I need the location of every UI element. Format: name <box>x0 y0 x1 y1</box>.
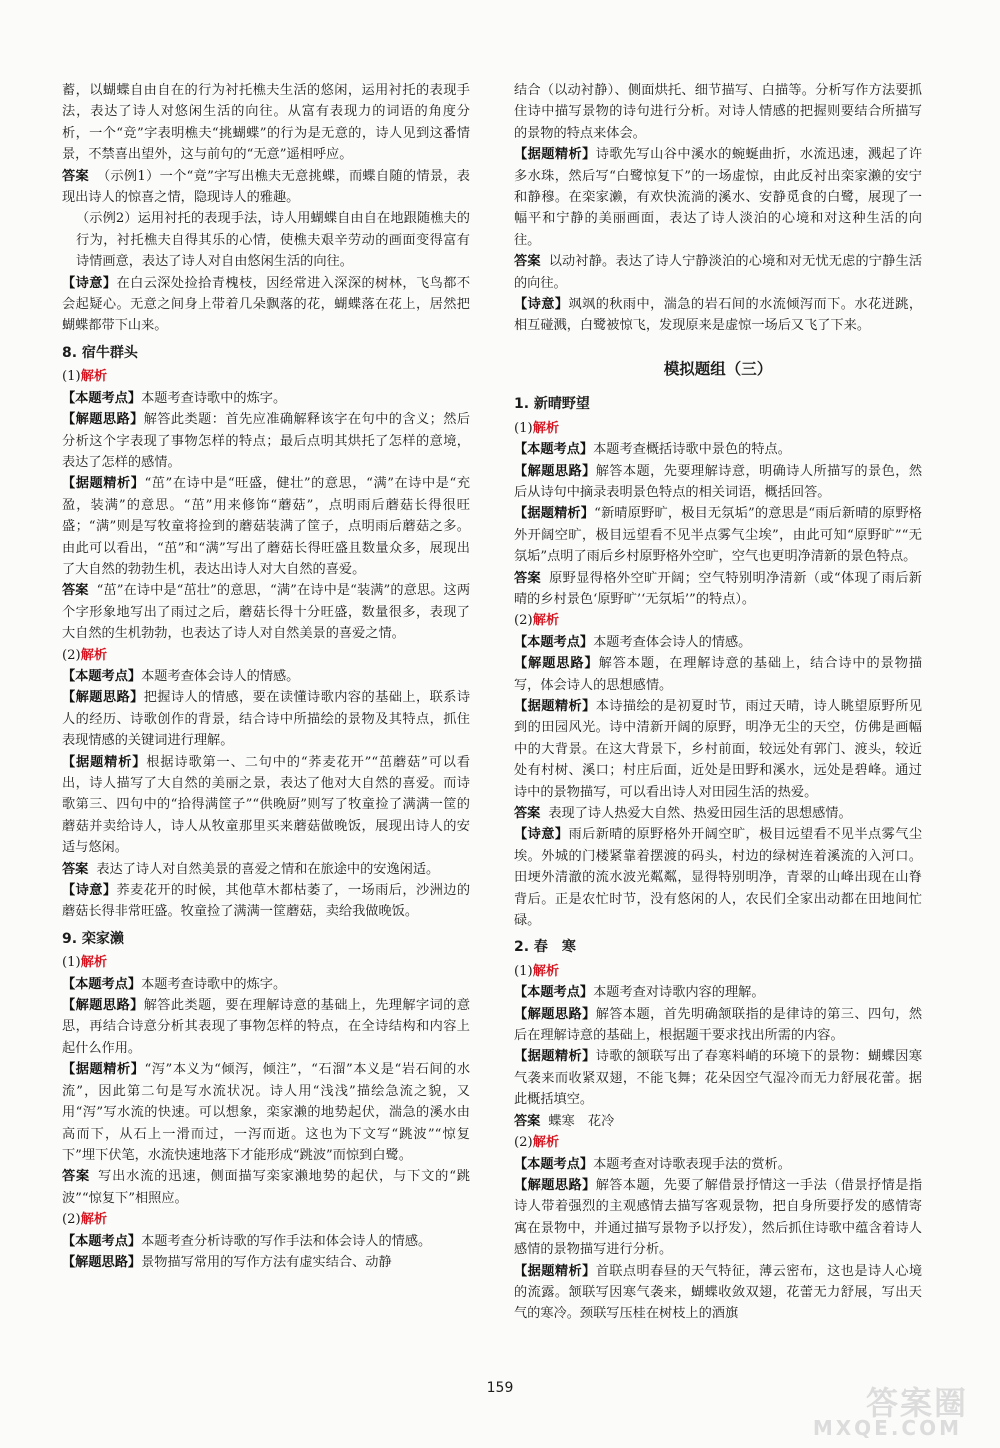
jingxi-label: 【据题精析】 <box>62 476 145 492</box>
shiyi-text: 荞麦花开的时候，其他草木都枯萎了，一场雨后，沙洲边的蘑菇长得非常旺盛。牧童捡了满满一筐蘑菇，卖给我做晚饭。 <box>62 883 471 920</box>
question-number: (1) <box>514 420 533 436</box>
question-number: (1) <box>514 963 533 979</box>
silu-label: 【解题思路】 <box>62 690 144 706</box>
jingxi-block <box>514 696 922 803</box>
jiexi-heading <box>514 418 922 439</box>
kaodian-label: 【本题考点】 <box>62 390 142 406</box>
answer-text: 写出水流的迅速，侧面描写栾家濑地势的起伏，与下文的“跳波”“惊复下”相照应。 <box>62 1169 470 1206</box>
jingxi-label: 【据题精析】 <box>514 698 596 714</box>
silu-text: 景物描写常用的写作方法有虚实结合、动静 <box>141 1254 392 1270</box>
paragraph: （示例2）运用衬托的表现手法，诗人用蝴蝶自由自在地跟随樵夫的行为，衬托樵夫自得其乐的心情，使樵夫艰辛劳动的画面变得富有诗情画意，表达了诗人对自由悠闲生活的向往。 <box>76 211 470 270</box>
answer-text: 原野显得格外空旷开阔；空气特别明净清新（或“体现了雨后新晴的乡村景色‘原野旷’‘无氛垢’”的特点）。 <box>514 570 922 607</box>
silu-label: 【解题思路】 <box>514 1177 596 1193</box>
question-number: (2) <box>514 1135 533 1151</box>
kaodian-label: 【本题考点】 <box>514 1156 594 1172</box>
silu-block <box>514 1175 922 1261</box>
kaodian-text: 本题考查体会诗人的情感。 <box>593 634 752 650</box>
kaodian-label: 【本题考点】 <box>62 976 142 992</box>
silu-text: 解答本题，在理解诗意的基础上，结合诗中的景物描写，体会诗人的思想感情。 <box>514 656 923 693</box>
kaodian-text: 本题考查对诗歌表现手法的赏析。 <box>593 1156 791 1172</box>
shiyi-text: 在白云深处捡拾青槐枝，因经常进入深深的树林，飞鸟都不会起疑心。无意之间身上带着几朵飘落的花，蝴蝶落在花上，居然把蝴蝶都带下山来。 <box>62 275 471 334</box>
answer-label: 答案 <box>514 570 542 586</box>
paragraph: 结合（以动衬静）、侧面烘托、细节描写、白描等。分析写作方法要抓住诗中描写景物的诗句进行分析。对诗人情感的把握则要结合所描写的景物的特点来体会。 <box>514 83 922 141</box>
kaodian-block <box>62 974 470 995</box>
jingxi-block <box>62 752 470 859</box>
watermark-logo: 答案圈 <box>865 1384 968 1422</box>
jingxi-label: 【据题精析】 <box>62 1062 145 1078</box>
shiyi-block <box>514 294 922 337</box>
silu-text: 解答此类题，要在理解诗意的基础上，先理解字词的意思，再结合诗意分析其表现了事物怎样的特点，在全诗结构和内容上起什么作用。 <box>62 998 471 1056</box>
answer-text: 蝶寒 花冷 <box>548 1113 615 1129</box>
silu-text: 解答此类题：首先应准确解释该字在句中的含义；然后分析这个字表现了事物怎样的特点；最后点明其烘托了怎样的意境，表达了怎样的感情。 <box>62 412 471 470</box>
jingxi-label: 【据题精析】 <box>514 506 595 522</box>
answer-text: 以动衬静。表达了诗人宁静淡泊的心境和对无忧无虑的宁静生活的向往。 <box>514 254 923 291</box>
answer-block <box>62 580 470 644</box>
answer-text: “茁”在诗中是“茁壮”的意思，“满”在诗中是“装满”的意思。这两个字形象地写出了雨过之后，蘑菇长得十分旺盛，数量很多，表现了大自然的生机勃勃，也表达了诗人对自然美景的喜爱之情。 <box>62 583 471 642</box>
question-number: (1) <box>62 369 81 385</box>
jingxi-text: 诗歌先写山谷中溪水的蜿蜒曲折，水流迅速，溅起了许多水珠，然后写“白鹭惊复下”的一场虚惊，由此反衬出栾家濑的安宁和静穆。在栾家濑，有欢快流淌的溪水、安静觅食的白鹭，展现了一幅平和宁静的美丽画面，表达了诗人淡泊的心境和对这种生活的向往。 <box>514 147 923 248</box>
answer-label: 答案 <box>62 168 89 184</box>
silu-block <box>62 1252 470 1273</box>
kaodian-block <box>514 1154 922 1175</box>
kaodian-block <box>62 666 470 687</box>
jiexi-label: 解析 <box>80 955 108 971</box>
jingxi-block <box>62 473 470 580</box>
jingxi-text: 根据诗歌第一、二句中的“荞麦花开”“茁蘑菇”可以看出，诗人描写了大自然的美丽之景，表达了他对大自然的喜爱。而诗歌第三、四句中的“拾得满筐子”“供晚厨”则写了牧童捡了满满一筐的蘑菇并卖给诗人，诗人从牧童那里买来蘑菇做晚饭，展现出诗人的安适与悠闲。 <box>62 754 471 856</box>
jingxi-block <box>514 1046 922 1110</box>
section-heading: 1. 新晴野望 <box>514 396 590 413</box>
shiyi-text: 飒飒的秋雨中，湍急的岩石间的水流倾泻而下。水花迸跳，相互碰溅，白鹭被惊飞，发现原来是虚惊一场后又飞了下来。 <box>514 297 923 334</box>
jingxi-block <box>514 144 922 251</box>
jingxi-text: “新晴原野旷，极目无氛垢”的意思是“雨后新晴的原野格外开阔空旷，极目远望看不见半点雾气尘埃”，由此可知“原野旷”“无氛垢”点明了雨后乡村原野格外空旷，空气也更明净清新的景色特点。 <box>514 506 922 565</box>
answer-block <box>514 1111 922 1132</box>
kaodian-text: 本题考查诗歌中的炼字。 <box>141 976 287 992</box>
jingxi-label: 【据题精析】 <box>514 1049 596 1065</box>
jingxi-block <box>62 1059 470 1166</box>
answer-text: （示例1）一个“竟”字写出樵夫无意挑蝶，而蝶自随的情景，表现出诗人的惊喜之情，隐现诗人的雅趣。 <box>62 168 470 206</box>
answer-label: 答案 <box>514 1113 541 1129</box>
answer-block <box>514 251 922 294</box>
kaodian-block <box>514 982 922 1003</box>
question-number: (1) <box>62 955 81 971</box>
kaodian-text: 本题考查分析诗歌的写作手法和体会诗人的情感。 <box>141 1233 432 1249</box>
section-heading: 2. 春 寒 <box>514 939 576 956</box>
section-heading: 8. 宿牛群头 <box>62 344 138 361</box>
silu-label: 【解题思路】 <box>514 1006 596 1022</box>
right-column <box>514 80 922 1325</box>
section-heading: 9. 栾家濑 <box>62 930 124 947</box>
answer-text: 表达了诗人对自然美景的喜爱之情和在旅途中的安逸闲适。 <box>96 861 440 877</box>
kaodian-block <box>514 439 922 460</box>
silu-text: 把握诗人的情感，要在读懂诗歌内容的基础上，联系诗人的经历、诗歌创作的背景，结合诗中所描绘的景物及其特点，抓住表现情感的关键词进行理解。 <box>62 690 471 749</box>
kaodian-label: 【本题考点】 <box>62 668 142 684</box>
kaodian-block <box>62 1231 470 1252</box>
shiyi-block <box>514 824 922 931</box>
section-title: 模拟题组（三） <box>663 359 773 378</box>
kaodian-label: 【本题考点】 <box>514 442 594 458</box>
jiexi-label: 解析 <box>532 1135 560 1151</box>
kaodian-block <box>62 388 470 409</box>
shiyi-label: 【诗意】 <box>62 275 117 291</box>
answer-text: 表现了诗人热爱大自然、热爱田园生活的思想感情。 <box>548 806 852 821</box>
jiexi-label: 解析 <box>532 963 560 979</box>
question-number: (2) <box>62 1212 81 1228</box>
jiexi-heading <box>62 366 470 387</box>
answer-block <box>62 166 470 209</box>
silu-block <box>62 687 470 751</box>
jiexi-heading <box>62 952 470 973</box>
silu-block <box>62 409 470 473</box>
kaodian-text: 本题考查对诗歌内容的理解。 <box>593 985 765 1001</box>
silu-block <box>514 461 922 504</box>
shiyi-label: 【诗意】 <box>62 883 117 899</box>
watermark-url: MXQE.COM <box>812 1416 962 1440</box>
jiexi-heading <box>62 1209 470 1230</box>
answer-block <box>62 859 470 880</box>
jingxi-text: 本诗描绘的是初夏时节，雨过天晴，诗人眺望原野所见到的田园风光。诗中清新开阔的原野，明净无尘的天空，仿佛是画幅中的大背景。在这大背景下，乡村前面，较远处有郭门、渡头，较近处有村树、溪口；村庄后面，近处是田野和溪水，远处是碧峰。通过诗中的景物描写，可以看出诗人对田园生活的热爱。 <box>514 698 923 800</box>
answer-label: 答案 <box>514 806 541 821</box>
silu-block <box>62 995 470 1059</box>
kaodian-text: 本题考查诗歌中的炼字。 <box>141 390 287 406</box>
answer-block <box>62 1166 470 1209</box>
jingxi-label: 【据题精析】 <box>62 754 147 770</box>
kaodian-label: 【本题考点】 <box>514 985 594 1001</box>
paragraph: 蓄，以蝴蝶自由自在的行为衬托樵夫生活的悠闲，运用衬托的表现手法，表达了诗人对悠闲生活的向往。从富有表现力的词语的角度分析，一个“竞”字表明樵夫“挑蝴蝶”的行为是无意的，诗人见到这番情景，不禁喜出望外，这与前句的“无意”遥相呼应。 <box>62 83 470 163</box>
jingxi-text: 诗歌的颔联写出了春寒料峭的环境下的景物：蝴蝶因寒气袭来而收紧双翅，不能飞舞；花朵因空气湿冷而无力舒展花蕾。据此概括填空。 <box>514 1049 923 1108</box>
answer-label: 答案 <box>62 1169 91 1185</box>
silu-label: 【解题思路】 <box>514 656 599 672</box>
jiexi-label: 解析 <box>80 647 108 663</box>
jiexi-label: 解析 <box>532 613 560 629</box>
jiexi-heading <box>514 961 922 982</box>
shiyi-block <box>62 273 470 337</box>
shiyi-label: 【诗意】 <box>514 297 569 313</box>
left-column <box>62 80 470 1273</box>
shiyi-label: 【诗意】 <box>514 827 569 843</box>
kaodian-block <box>514 632 922 653</box>
jiexi-heading <box>514 1132 922 1153</box>
jiexi-heading <box>514 610 922 631</box>
kaodian-label: 【本题考点】 <box>62 1233 142 1249</box>
kaodian-text: 本题考查概括诗歌中景色的特点。 <box>593 442 791 458</box>
silu-label: 【解题思路】 <box>62 1254 142 1270</box>
answer-block <box>514 568 922 611</box>
shiyi-block <box>62 880 470 923</box>
jingxi-label: 【据题精析】 <box>514 147 596 163</box>
silu-text: 解答本题，先要理解诗意，明确诗人所描写的景色，然后从诗句中摘录表明景色特点的相关词语，概括回答。 <box>514 463 923 500</box>
answer-label: 答案 <box>62 583 89 599</box>
jingxi-block <box>514 1261 922 1325</box>
jingxi-text: “茁”在诗中是“旺盛，健壮”的意思，“满”在诗中是“充盈，装满”的意思。“茁”用来修饰“蘑菇”，点明雨后蘑菇长得很旺盛；“满”则是写牧童将捡到的蘑菇装满了筐子，点明雨后蘑菇之多。由此可以看出，“茁”和“满”写出了蘑菇长得旺盛且数量众多，展现出了大自然的勃勃生机，表达出诗人对大自然的喜爱。 <box>62 476 471 577</box>
answer-label: 答案 <box>62 861 89 877</box>
question-number: (2) <box>62 647 81 663</box>
kaodian-label: 【本题考点】 <box>514 634 594 650</box>
kaodian-text: 本题考查体会诗人的情感。 <box>141 668 300 684</box>
jingxi-text: 首联点明春昼的天气特征，薄云密布，这也是诗人心境的流露。颔联写因寒气袭来，蝴蝶收敛双翅，花蕾无力舒展，写出天气的寒冷。颈联写压桂在树枝上的酒旗 <box>514 1263 923 1322</box>
silu-label: 【解题思路】 <box>62 412 144 428</box>
answer-label: 答案 <box>514 254 541 270</box>
jiexi-heading <box>62 645 470 666</box>
jingxi-block <box>514 503 922 567</box>
answer-block <box>514 803 922 824</box>
question-number: (2) <box>514 613 533 629</box>
jiexi-label: 解析 <box>532 420 560 436</box>
jingxi-label: 【据题精析】 <box>514 1263 596 1279</box>
jiexi-label: 解析 <box>80 1212 108 1228</box>
silu-block <box>514 653 922 696</box>
silu-text: 解答本题，先要了解借景抒情这一手法（借景抒情是指诗人带着强烈的主观感情去描写客观景物，把自身所要抒发的感情寄寓在景物中，并通过描写景物予以抒发），然后抓住诗歌中蕴含着诗人感情的景物描写进行分析。 <box>514 1177 923 1258</box>
silu-label: 【解题思路】 <box>62 998 144 1014</box>
shiyi-text: 雨后新晴的原野格外开阔空旷，极目远望看不见半点雾气尘埃。外城的门楼紧靠着摆渡的码头，村边的绿树连着溪流的入河口。田埂外清澈的流水波光粼粼，显得特别明净，青翠的山峰出现在山脊背后。正是农忙时节，没有悠闲的人，农民们全家出动都在田地间忙碌。 <box>514 827 923 929</box>
silu-text: 解答本题，首先明确颔联指的是律诗的第三、四句，然后在理解诗意的基础上，根据题干要求找出所需的内容。 <box>514 1006 923 1044</box>
silu-label: 【解题思路】 <box>514 463 596 479</box>
page-number: 159 <box>486 1380 514 1396</box>
jingxi-text: “泻”本义为“倾泻，倾注”，“石溜”本义是“岩石间的水流”，因此第二句是写水流状况。诗人用“浅浅”描绘急流之貌，又用“泻”写水流的快速。可以想象，栾家濑的地势起伏，湍急的溪水由高而下，从石上一滑而过，一泻而逝。这也为下文写“跳波”“惊复下”埋下伏笔，水流快速地落下才能形成“跳波”而惊到白鹭。 <box>62 1062 471 1163</box>
jiexi-label: 解析 <box>80 369 108 385</box>
silu-block <box>514 1004 922 1047</box>
